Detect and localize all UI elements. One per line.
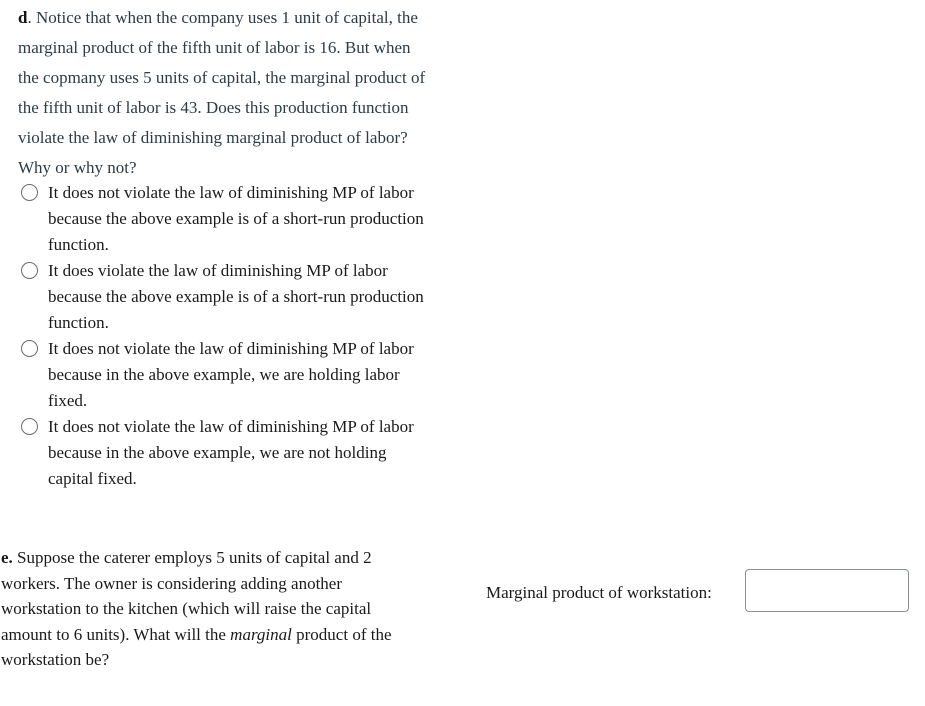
option-2-text: It does violate the law of diminishing MP of labor because the above example is of a short-run production function. <box>48 261 424 332</box>
question-d-text: . Notice that when the company uses 1 unit of capital, the marginal product of the fifth unit of labor is 16. But when the copmany uses 5 units of capital, the marginal product of the fifth unit of labor is 43. Does this production function violate the law of diminishing marginal product of labor? Why or why not? <box>18 8 426 177</box>
question-e-text-before: Suppose the caterer employs 5 units of capital and 2 workers. The owner is considering adding another workstation to the kitchen (which will raise the capital amount to 6 units). What will the <box>1 548 372 644</box>
radio-button-1[interactable] <box>21 184 38 201</box>
option-2[interactable] <box>20 258 430 336</box>
option-3[interactable] <box>20 336 430 414</box>
option-1-text: It does not violate the law of diminishing MP of labor because the above example is of a short-run production function. <box>48 183 424 254</box>
option-4[interactable] <box>20 414 430 492</box>
question-d-label: d <box>18 8 28 27</box>
question-e-text-after: product of the workstation be? <box>1 624 392 669</box>
question-d-prompt <box>18 3 428 183</box>
marginal-product-input[interactable] <box>745 569 909 612</box>
radio-button-2[interactable] <box>21 262 38 279</box>
question-e-label: e. <box>1 548 13 567</box>
answer-label: Marginal product of workstation: <box>486 583 712 602</box>
option-1[interactable] <box>20 180 430 258</box>
radio-button-3[interactable] <box>21 340 38 357</box>
question-e-prompt <box>1 545 421 673</box>
question-e-emphasis: marginal <box>230 624 292 644</box>
option-3-text: It does not violate the law of diminishing MP of labor because in the above example, we are holding labor fixed. <box>48 339 414 410</box>
option-4-text: It does not violate the law of diminishing MP of labor because in the above example, we are not holding capital fixed. <box>48 417 414 488</box>
radio-button-4[interactable] <box>21 418 38 435</box>
question-d-options <box>20 180 430 492</box>
